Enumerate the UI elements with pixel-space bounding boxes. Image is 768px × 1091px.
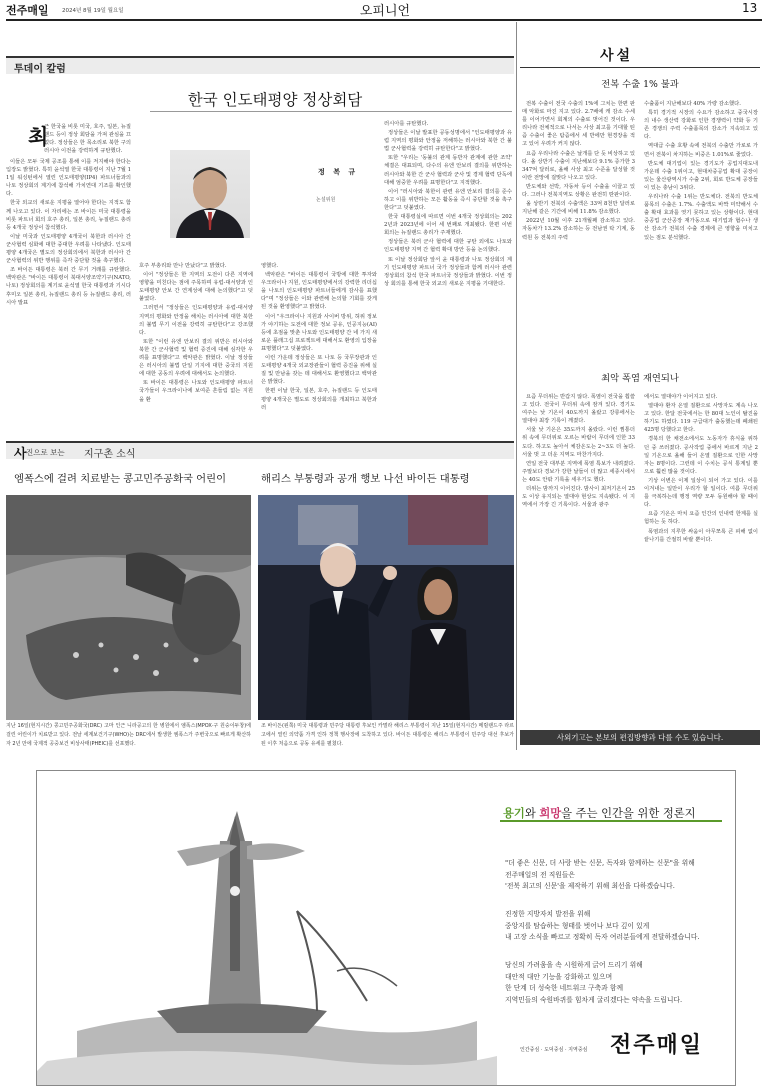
editorial1-title: 전복 수출 1% 불과	[601, 79, 679, 90]
ad-line: 전주매일의 전 직원들은	[505, 870, 575, 879]
column-tag-label: 투데이 칼럼	[14, 64, 66, 75]
ad-headline	[503, 805, 696, 821]
paragraph: 정상들은 이날 발표한 공동성명에서 "인도태평양과 유럽 지역의 평화와 안정을 저해하는 러시아와 북한 간 불법 군사협력을 강력히 규탄한다"고 밝혔다.	[384, 130, 512, 153]
photo-tag-small: 진으로 보는	[26, 448, 65, 457]
paragraph: 근 한국을 비롯 미국, 호주, 일본, 뉴질랜드 등이 정상 회담을 가져 관심을 끄었다. 정상들은 한 목소리로 북한 구의 러시아 이전을 강력하게 규탄했다.	[44, 124, 131, 155]
paragraph: 이어 "러시아와 북한이 관련 유엔 안보리 결의를 준수하고 이를 위반하는 모든 활동을 즉시 중단할 것을 촉구한다"고 덧붙였다.	[384, 188, 512, 211]
page-number: 13	[742, 1, 758, 15]
paragraph: 수출품이 지난해보다 40% 가량 감소했다.	[644, 101, 741, 107]
paragraph: 이날 미국과 인도태평양 4개국이 북한과 러시아 간 군사협력 심화에 대한 중대한 우려를 나타냈다. 인도태평양 4개국은 별도의 정상회의에서 북한과 러시아 간 군사협력의 위반 행위를 즉각 중단할 것을 촉구했다.	[6, 233, 131, 265]
column-tag	[6, 56, 514, 74]
paragraph: 반도체 대기업이 있는 경기도가 공업지대도내 가운데 수출 1위이고, 현대차중공업 확대 공장이 있는 울산광역시가 수출 2위, 회로 반도체 공장들이 있는 충남이 3위다.	[644, 160, 758, 191]
column-body-col3	[261, 262, 377, 436]
child-hand-image	[6, 495, 251, 720]
ad-paragraph-1	[505, 858, 735, 893]
editorial-rule	[520, 67, 760, 68]
paragraph: 한국 대통령실에 따르면 이번 4개국 정상회의는 2022년과 2023년에 이어 세 번째로 개최됐다. 한편 이번 회의는 뉴질랜드 총리가 주재했다.	[384, 214, 512, 237]
paragraph: 전복 수출이 전국 수출의 1%에 그치는 한편 판매 악화로 마진 지고 있다. 2.7배에 캐 감소 수세를 이어가면서 회계의 수출로 벗어진 것이다. 우리나라 전체적으로 나서는 사상 최고를 기대할 틴즘 수출이 좋은 탐즘에서 세 반에만 현경장을 적고 있어 우려가 커지 않다.	[522, 101, 635, 148]
paragraph: 경북의 한 채전소에서도 노동자가 휴식을 위하던 중 쓰러졌다. 공사작업 중에서 바르게 지난 2일 기온으로 올해 들어 온열 질환으로 인한 사망자는 8명이다. 그런데 이 수치는 공식 통계일 뿐으로 훨씬 많을 것이다.	[644, 436, 758, 475]
paragraph: 또한 "이런 유엔 안보리 결의 위반은 러시아와 북한 간 군사협력 및 협력 증진에 대해 심각한 우려를 표명했다"고 백악관은 밝혔다. 이날 정상들은 러시아의 불법 단일 기지에 대한 중국의 지원에 대한 공동의 우려에 대해서도 논의했다.	[139, 338, 253, 378]
paragraph: 이들은 모두 국제 공조를 통해 이를 저지해야 한다는 입장도 밝혔다. 특히 윤석열 한국 대통령이 지난 7월 11일 워싱턴에서 열린 인도태평양(IP4) 파트너들과의 나토 정상회의 계기에 참석해 가치연대 기조를 확인했다.	[6, 159, 131, 198]
paragraph: 이런 가운데 정상들은 또 나토 등 국무장관과 인도태평양 4개국 외교장관들이 협력 증진을 위해 실질 및 만남을 갖는 데 대해서도 환영했다고 백악관은 밝혔다.	[261, 355, 377, 386]
drop-cap: 최	[28, 124, 49, 149]
paragraph: 요즘 우리나라 수출은 날개를 단 듯 비상하고 있다. 올 상반기 수출이 지난해보다 9.1% 증가한 3347억 달러로, 올해 사상 최고 수준을 달성할 것이란 전망에 걸맞다 나오고 있다.	[522, 150, 635, 181]
photo1-title: 엠폭스에 걸려 치료받는 콩고민주공화국 어린이	[14, 473, 227, 485]
photo-mpox-child	[6, 495, 251, 720]
paragraph: 더위는 밤까지 이어진다. 밤사이 최저기온이 25도 이상 유지되는 열대야 현상도 지속됐다. 이 지역에서 가장 긴 기록이다. 서울과 광주	[522, 486, 635, 509]
ad-headline-courage: 용기	[503, 806, 525, 820]
paragraph: 열대야 환자 온열 질환으로 사망자도 계속 나오고 있다. 한달 전국에서는 한 80대 노인이 탈진을 하기도 하였다. 119 구급대가 출동했는데 폐쇄된 425명 당했다고 한다.	[644, 403, 758, 434]
paragraph: 우리나라 수출 1위는 반도체다. 전북의 반도체 품목의 수출은 1.7%. 수출액도 바짝 미약해서 수출 확대 효과를 엿기 못하고 있는 상황이다. 현대중공업 군산공장 재가동으로 대기업과 협수나 생산 감소가 전북의 수출 경제에 큰 영향을 미치고 있는 점도 분석했다.	[644, 194, 758, 241]
ad-line: 내 고장 소식을 빠르고 정확히 독자 여러분들에게 전달하겠습니다.	[505, 933, 700, 942]
paragraph: 또 이날 정상회담 앞서 윤 대통령과 나토 정상회의 계기 인도태평양 파트너 국가 정상들과 함께 러시아 관련 정상회의 참석 한국 파트너국 정상들과 밝혔다. 이번 정상 회의를 통해 한국 외교의 새로운 지평을 기대한다.	[384, 256, 512, 287]
paragraph: 그러면서 "정상들은 인도태평양과 유럽-대서양 지역의 평화와 안정을 해치는 러시아에 대한 북한의 불법 무기 이전을 강력히 규탄한다"고 강조했다.	[139, 305, 253, 336]
editorial-disclaimer: 사외기고는 본보의 편집방향과 다를 수도 있습니다.	[520, 730, 760, 745]
ad-paragraph-2	[505, 909, 735, 944]
paragraph: 조 바이든 대통령은 북러 간 무기 거래를 규탄했다. 백악관은 "바이든 대통령이 북대서양조약기구(NATO, 나토) 정상회의를 계기로 윤석열 한국 대통령과 기시다 후미오 일본 총리, 뉴질랜드 총리 등 뉴질랜드 총리, 러시아 발표	[6, 267, 131, 306]
paragraph: 영했다.	[261, 263, 279, 269]
newspaper-logo: 전주매일	[6, 4, 49, 17]
ad-line: '전북 최고의 신문'을 제작하기 위해 최선을 다하겠습니다.	[505, 882, 675, 891]
paragraph: 백악관은 "바이든 대통령이 국방에 대한 투자와 우크라이나 지원, 인도태평양에서의 강력한 리더십을 나토의 인도태평양 파트너들에게 감사를 표했다"며 "정상들은 이와 관련해 논의할 기회를 갖게 된 것을 환영했다"고 밝혔다.	[261, 272, 377, 311]
ad-line: 한 단계 더 성숙한 네트워크 구축과 함께	[505, 984, 624, 993]
ad-line: 지역민들의 숙원바퀴를 힘차게 굴리겠다는 약속을 드립니다.	[505, 995, 683, 1004]
paragraph: 연일 전국 대부분 지역에 폭염 특보가 내려졌다. 주말보다 경보가 강한 날들이 더 많고 세종시에서는 40도 안팎 기록을 세우기도 했다.	[522, 460, 635, 483]
ad-paragraph-3	[505, 960, 735, 1006]
paragraph: 정상들은 북러 군사 협력에 대한 규탄 외에도 나토와 인도태평양 지역 간 협력 확대 방안 등을 논의했다.	[384, 239, 512, 254]
ad-headline-hope: 희망	[539, 806, 562, 820]
column-body-lead	[44, 123, 131, 159]
ad-line: 대안적 대안 기능을 강화하고 있으며	[505, 972, 613, 981]
section-title: 오피니언	[359, 4, 411, 19]
ad-motto: 인간중심 · 도덕중심 · 지역중심	[520, 1047, 588, 1053]
ad-line: "더 좋은 신문, 더 사랑 받는 신문, 독자와 함께하는 신문"을 위해	[505, 859, 695, 867]
ad-headline-underline	[500, 820, 722, 822]
paragraph: 요즘 기온은 마치 요즘 인간의 인내력 한계를 실험하는 듯 하다.	[644, 511, 758, 526]
paragraph: 또한 "우리는 '동불의 관계 동반자 관계에 관한 조약' 체결은 대표되며, 다수의 유엔 안보리 결의를 위반하는 러시아와 북한 간 군사 협력과 군사 및 경제 협력 단독에 대해 엄중한 우려를 표명한다"고 지적했다.	[384, 155, 512, 186]
column-title: 한국 인도태평양 정상회담	[187, 91, 363, 109]
photo-section-tag	[6, 441, 514, 462]
paragraph: 서울 낮 기온은 35도까지 올랐다. 이런 찜통더위 속에 무더위로 오르는 바람이 무더에 인한 33도다. 하고도 높아서 체감온도는 2~3도 더 높다. 서울 벗 고 더운 지역도 마찬가지다.	[522, 427, 635, 458]
paragraph: 폭염과의 지루한 싸움이 아무쪼록 큰 피해 없이 끝나기를 간절히 바랄 뿐이다.	[644, 528, 758, 543]
photo2-title: 해리스 부통령과 공개 행보 나선 바이든 대통령	[261, 473, 470, 485]
author-role: 논설위원	[316, 197, 336, 203]
column-body-col4	[384, 120, 512, 436]
paragraph: 러시아를 규탄했다.	[384, 121, 429, 127]
title-rule	[150, 111, 512, 112]
header-rule	[6, 19, 762, 21]
paragraph: 특히 경기적 시장의 수요가 감소하고 중국시장의 내수 생산력 강화로 인한 경쟁력이 약화 등 기존 경쟁의 주력 수출품목의 감소가 지속되고 있다.	[644, 110, 758, 141]
paragraph: 요즘 무더위는 반갑지 않다. 폭염이 전국을 휩쓸고 있다. 전국이 무더위 속에 잠겨 있다. 경기도 여주는 낮 기온이 40도까지 올랐고 강릉에서는 열대야 최장 기록이 깨졌다.	[522, 394, 635, 425]
fountain-pen-ship-illustration	[37, 771, 497, 1085]
editorial2-col1	[522, 393, 635, 725]
paragraph: 역대급 수출 호황 속에 전북의 수출만 가로로 가면서 전북이 차지하는 비중은 1.01%로 줄었다.	[644, 143, 758, 158]
paragraph: 2022년 10월 이후 21개월째 감소하고 있다. 자동차가 13.2% 감소하는 등 전남권 탁 기계, 동력원 등 전북의 주력	[522, 218, 635, 241]
paragraph: 에서도 열대야가 이어지고 있다.	[644, 394, 718, 400]
photo1-caption: 지난 16일(현지시간) 콩고민주공화국(DRC) 고마 인근 니라공고의 한 병원에서 엠폭스(MPOX·구 원숭이두창)에 걸린 어린이가 치료받고 있다. 전날 세계보건기구(WHO)는 DRC에서 발생한 엠폭스가 주변국으로 빠르게 확산하자 2년 만에 국제적 공중보건 비상사태(PHEIC)를 선포했다.	[6, 723, 251, 747]
biden-harris-image	[258, 495, 514, 720]
photo-tag-rest: 지구촌 소식	[84, 449, 136, 460]
author-portrait-image	[170, 150, 250, 238]
photo-tag-big: 사	[14, 447, 27, 462]
editorial1-col1	[522, 100, 635, 360]
paragraph: 호주 부총리와 만나 만났다"고 밝혔다.	[139, 263, 227, 269]
author-name: 정 복 규	[318, 168, 359, 176]
column-divider	[516, 22, 517, 750]
ad-line: 진정한 지방자치 발전을 위해	[505, 910, 591, 918]
ad-logo: 전주매일	[610, 1033, 704, 1058]
paragraph: 이어 "정상들은 한 지역의 도전이 다른 지역에 영향을 미친다는 점에 주목하며 유럽-대서양과 인도태평양 안보 간 연계성에 대해 논의했다"고 덧붙였다.	[139, 272, 253, 303]
paragraph: 올 상반기 전북의 수출액은 33억 8천만 달러로 지난해 같은 기간에 비해 11.8% 감소했다.	[522, 201, 635, 216]
paragraph: 이어 "우크라이나 지원과 사이버 방위, 허위 정보가 야기하는 도전에 대한 정보 공유, 인공지능(AI) 등에 초점을 맞춘 나토와 인도태평양 간 네 가지 새로운 플래그십 프로젝트에 대해서도 환영의 입장을 표명했다"고 덧붙였다.	[261, 313, 377, 352]
ad-line: 중앙지를 탐습하는 형태를 벗어나 보다 깊이 있게	[505, 921, 650, 930]
paragraph: 한편 이날 한국, 일본, 호주, 뉴질랜드 등 인도태평양 4개국은 별도로 정상회의를 개최하고 북한과 러	[261, 388, 377, 411]
editorial2-title: 최악 폭염 재연되나	[601, 373, 679, 384]
column-body-col1	[6, 158, 131, 436]
photo-biden-harris	[258, 495, 514, 720]
editorial1-col2	[644, 100, 758, 360]
issue-date: 2024년 8월 19일 월요일	[62, 8, 124, 14]
paragraph: 한국 외교의 새로운 지평을 열어야 한다는 지적도 함께 나오고 있다. 이 자리에는 조 바이든 미국 대통령을 비롯 파트너 회의 호주 총리, 일본 총리, 뉴질랜드 총리 등 4개국 정상이 참석했다.	[6, 200, 131, 231]
ad-headline-and: 와	[524, 807, 540, 820]
paragraph: 또 바이든 대통령은 나토와 인도태평양 파트너 국가들이 우크라이나에 보여준 흔들림 없는 지원을 환	[139, 380, 253, 403]
paragraph: 반도체와 선박, 자동차 등이 수출을 이끌고 있다. 그러나 전북지역도 상황은 완전히 딴판이다.	[522, 183, 635, 199]
ad-line: 당신의 가려움을 속 시원하게 긁어 드리기 위해	[505, 961, 643, 969]
author-photo	[170, 150, 250, 238]
ad-headline-rest: 을 주는 인간을 위한 정론지	[561, 807, 696, 820]
editorial2-col2	[644, 393, 758, 725]
column-body-col2	[139, 262, 253, 436]
paragraph: 기상 이변은 이제 일상이 되어 가고 있다. 이를 이겨내는 일만이 우리가 할 일이다. 여름 무더위를 극복하는데 행정 역량 모두 동원해야 할 때이다.	[644, 477, 758, 509]
photo2-caption: 조 바이든(왼쪽) 미국 대통령과 민주당 대통령 후보인 카멀라 해리스 부통령이 지난 15일(현지시간) 메릴랜드주 라르고에서 열린 의약품 가격 인하 정책 행사장에 도착하고 있다. 바이든 대통령은 해리스 부통령이 민주당 대선 후보가 된 이후 처음으로 공동 유세를 펼쳤다.	[261, 723, 514, 747]
editorial-tag: 사설	[600, 48, 634, 64]
